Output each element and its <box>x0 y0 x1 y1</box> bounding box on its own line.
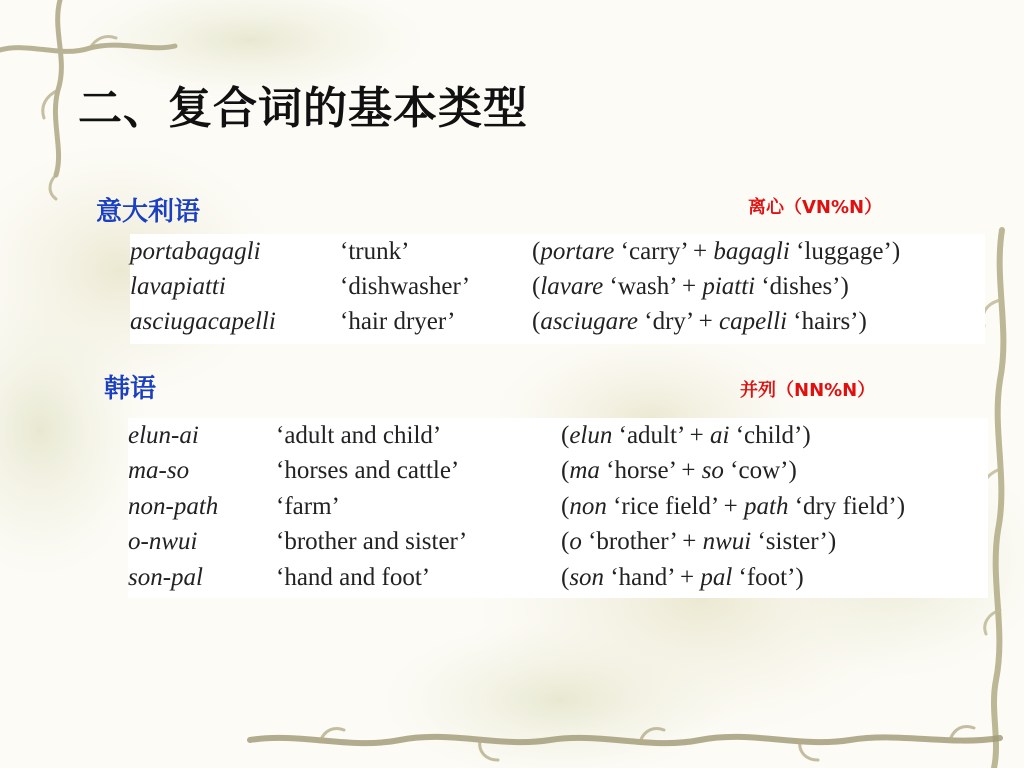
korean-language-label: 韩语 <box>104 374 157 404</box>
compound-breakdown: (o ‘brother’ + nwui ‘sister’) <box>561 528 837 556</box>
table-row <box>128 560 905 596</box>
italian-examples-table <box>130 234 900 339</box>
italian-type-label: 离心（VN%N） <box>748 197 883 218</box>
slide-title: 二、复合词的基本类型 <box>78 83 528 134</box>
korean-examples-table <box>128 418 905 596</box>
compound-breakdown: (elun ‘adult’ + ai ‘child’) <box>561 421 811 449</box>
compound-gloss: ‘hair dryer’ <box>340 307 456 335</box>
table-row <box>130 304 900 339</box>
compound-breakdown: (asciugare ‘dry’ + capelli ‘hairs’) <box>532 307 867 335</box>
table-row <box>128 489 905 525</box>
compound-word: elun-ai <box>128 421 199 449</box>
compound-gloss: ‘adult and child’ <box>276 421 442 449</box>
compound-breakdown: (portare ‘carry’ + bagagli ‘luggage’) <box>532 237 901 265</box>
table-row <box>128 454 905 490</box>
compound-gloss: ‘farm’ <box>276 492 340 520</box>
italian-language-label: 意大利语 <box>96 197 201 227</box>
korean-examples-panel <box>128 418 988 598</box>
compound-gloss: ‘horses and cattle’ <box>276 457 460 485</box>
compound-breakdown: (ma ‘horse’ + so ‘cow’) <box>561 457 797 485</box>
compound-gloss: ‘brother and sister’ <box>276 528 468 556</box>
table-row <box>130 269 900 304</box>
compound-breakdown: (son ‘hand’ + pal ‘foot’) <box>561 563 804 591</box>
compound-word: son-pal <box>128 563 203 591</box>
compound-word: non-path <box>128 492 219 520</box>
compound-gloss: ‘dishwasher’ <box>340 272 471 300</box>
compound-word: ma-so <box>128 457 190 485</box>
compound-word: lavapiatti <box>130 272 226 300</box>
compound-breakdown: (non ‘rice field’ + path ‘dry field’) <box>561 492 906 520</box>
compound-gloss: ‘hand and foot’ <box>276 563 431 591</box>
compound-word: o-nwui <box>128 528 198 556</box>
italian-examples-panel <box>130 234 985 344</box>
table-row <box>128 418 905 454</box>
table-row <box>130 234 900 269</box>
compound-word: portabagagli <box>130 237 261 265</box>
table-row <box>128 525 905 561</box>
korean-type-label: 并列（NN%N） <box>740 380 876 401</box>
compound-breakdown: (lavare ‘wash’ + piatti ‘dishes’) <box>532 272 849 300</box>
compound-gloss: ‘trunk’ <box>340 237 410 265</box>
compound-word: asciugacapelli <box>130 307 276 335</box>
